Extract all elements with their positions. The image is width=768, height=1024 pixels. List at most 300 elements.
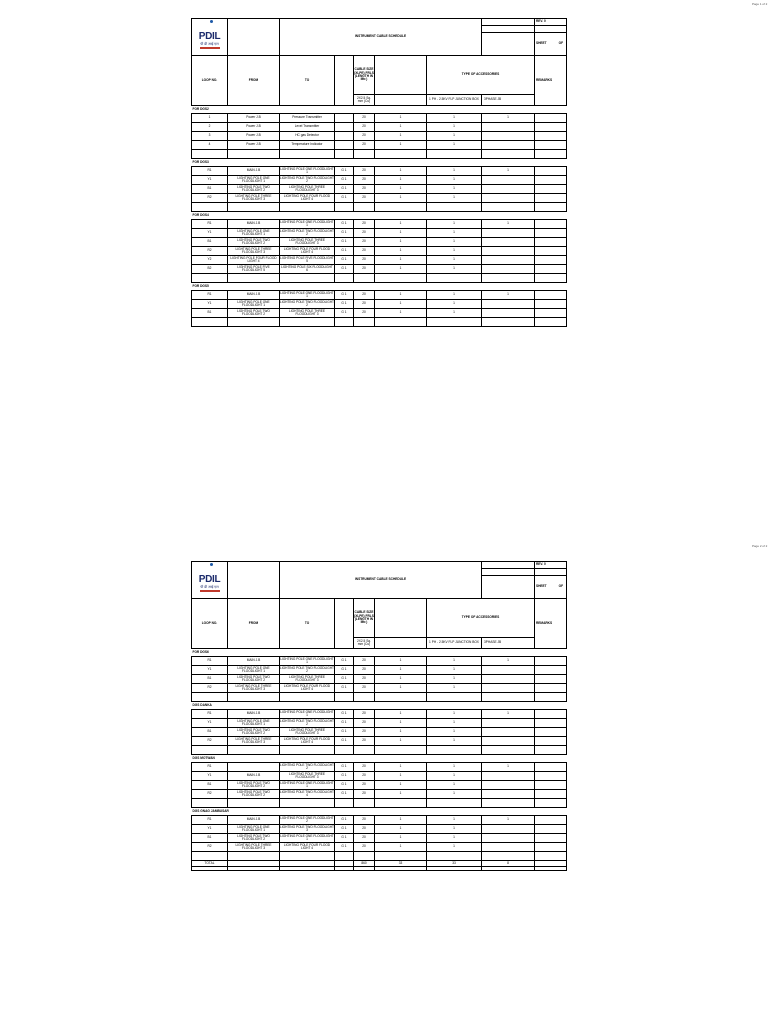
sheet-text: SHEET (536, 584, 547, 589)
qty-a-cell: 1 (375, 825, 427, 834)
table-row (192, 666, 567, 675)
from-cell: Power J.B (228, 132, 280, 141)
section-title: FOR DGS6 (192, 649, 567, 657)
qty-b-cell: 1 (427, 737, 482, 746)
from-cell: LIGHTING POLE ONE FLOODLIGHT 1 (228, 300, 280, 309)
blank-cell (375, 638, 427, 649)
header-remarks: REMARKS (535, 599, 567, 649)
qty-d-cell: 1 (482, 114, 535, 123)
to-cell: LIGHTING POLE THREE FLOODLIGHT 3 (280, 185, 335, 194)
header-rows (192, 19, 567, 106)
from-cell: LIGHTING POLE TWO FLOODLIGHT 2 (228, 675, 280, 684)
circuit-cell (335, 141, 354, 150)
qty-d-cell (482, 684, 535, 693)
qty-b-cell: 1 (427, 834, 482, 843)
qty-d-cell: 1 (482, 710, 535, 719)
remarks-cell (535, 834, 567, 843)
qty-b-cell: 1 (427, 843, 482, 852)
blank-cell (228, 746, 280, 755)
cable-schedule-sheet (191, 561, 566, 871)
from-cell: MAIN J.B (228, 220, 280, 229)
logo-bar-icon (200, 590, 220, 592)
blank-cell (192, 746, 228, 755)
blank-cell (535, 150, 567, 159)
remarks-cell (535, 194, 567, 203)
logo-brand: PDIL (198, 573, 221, 585)
length-cell: 20 (354, 229, 375, 238)
qty-d-cell (482, 300, 535, 309)
qty-b-cell: 1 (427, 763, 482, 772)
qty-d-cell (482, 666, 535, 675)
circuit-cell: G 1 (335, 719, 354, 728)
blank-cell (427, 150, 482, 159)
qty-a-cell: 1 (375, 194, 427, 203)
loop-no: B1 (192, 834, 228, 843)
length-cell: 20 (354, 657, 375, 666)
logo-bar-icon (200, 47, 220, 49)
blank-cell (192, 867, 228, 871)
to-cell: LIGHTING POLE TWO FLOODLIGHT 3 (280, 824, 334, 832)
blank-cell (535, 318, 567, 327)
blank-cell (354, 203, 375, 212)
from-cell: LIGHTING POLE TWO FLOODLIGHT 2 (228, 781, 280, 790)
qty-d-cell: 1 (482, 763, 535, 772)
remarks-cell (535, 710, 567, 719)
from-cell: LIGHTING POLE THREE FLOODLIGHT 3 (228, 247, 280, 256)
remarks-cell (535, 728, 567, 737)
qty-a-cell: 1 (375, 176, 427, 185)
qty-b-cell: 1 (427, 790, 482, 799)
loop-no: Y1 (192, 666, 228, 675)
loop-no: B1 (192, 309, 228, 318)
blank-cell (192, 150, 228, 159)
document-title: INSTRUMENT CABLE SCHEDULE (280, 19, 482, 56)
qty-a-cell: 1 (375, 719, 427, 728)
loop-no: Y1 (192, 300, 228, 309)
length-cell: 20 (354, 737, 375, 746)
qty-a-cell: 1 (375, 132, 427, 141)
qty-b-cell: 1 (427, 114, 482, 123)
blank-cell (280, 203, 335, 212)
remarks-cell (535, 772, 567, 781)
qty-b-cell: 1 (427, 220, 482, 229)
remarks-cell (535, 247, 567, 256)
loop-no: Y1 (192, 772, 228, 781)
to-cell: LIGHTING POLE TWO FLOODLIGHT 2 (280, 228, 334, 236)
length-cell: 20 (354, 719, 375, 728)
blank-cell (335, 746, 354, 755)
qty-b-cell: 1 (427, 256, 482, 265)
blank-cell (375, 274, 427, 283)
document-title: INSTRUMENT CABLE SCHEDULE (280, 562, 482, 599)
table-row (192, 772, 567, 781)
schedule-table (191, 18, 567, 327)
to-cell: LIGHTING POLE THREE FLOODLIGHT 3 (280, 675, 335, 684)
blank-cell (535, 799, 567, 808)
remarks-cell (535, 238, 567, 247)
table-row (192, 194, 567, 203)
blank-cell (427, 693, 482, 702)
blank-cell (354, 274, 375, 283)
logo-dot-icon (210, 563, 213, 566)
schedule-table (191, 561, 567, 871)
blank-cell (335, 693, 354, 702)
loop-no: R1 (192, 220, 228, 229)
table-row (192, 825, 567, 834)
table-row (192, 185, 567, 194)
header-jb-sub: 1 PH - 2.5KV FLP JUNCTION BOX (427, 638, 482, 649)
qty-a-cell: 1 (375, 291, 427, 300)
qty-a-cell: 1 (375, 256, 427, 265)
qty-b-cell: 1 (427, 781, 482, 790)
blank-cell (228, 799, 280, 808)
from-cell: Power J.B (228, 123, 280, 132)
from-cell: LIGHTING POLE THREE FLOODLIGHT 3 (228, 684, 280, 693)
to-cell: LIGHTING POLE ONE FLOODLIGHT 2 (280, 815, 334, 823)
loop-no: B1 (192, 185, 228, 194)
qty-a-cell: 1 (375, 185, 427, 194)
loop-no: R2 (192, 194, 228, 203)
header-type-of-accessories: TYPE OF ACCESSORIES (427, 599, 535, 638)
from-cell: LIGHTING POLE ONE FLOODLIGHT 1 (228, 176, 280, 185)
loop-no: Y1 (192, 176, 228, 185)
qty-a-cell: 1 (375, 763, 427, 772)
circuit-cell: G 1 (335, 238, 354, 247)
to-cell: Pressure Transmitter (280, 114, 335, 123)
length-cell: 20 (354, 114, 375, 123)
circuit-cell: G 1 (335, 816, 354, 825)
circuit-cell: G 1 (335, 825, 354, 834)
blank-cell (375, 599, 427, 638)
blank-cell (482, 19, 535, 26)
table-row (192, 256, 567, 265)
qty-a-cell: 1 (375, 229, 427, 238)
circuit-cell: G 1 (335, 843, 354, 852)
blank-cell (228, 852, 280, 861)
header-remarks: REMARKS (535, 56, 567, 106)
table-row (192, 781, 567, 790)
qty-b-cell: 1 (427, 132, 482, 141)
blank-cell (535, 693, 567, 702)
from-cell: LIGHTING POLE FIVE FLOODLIGHT 5 (228, 265, 280, 274)
blank-cell (482, 852, 535, 861)
header-to: TO (280, 599, 335, 649)
circuit-cell: G 1 (335, 763, 354, 772)
remarks-cell (535, 737, 567, 746)
length-cell: 20 (354, 834, 375, 843)
blank-cell (335, 867, 354, 871)
blank-cell (375, 56, 427, 95)
blank-cell (228, 867, 280, 871)
table-row (192, 816, 567, 825)
qty-b-cell: 1 (427, 719, 482, 728)
length-cell: 20 (354, 167, 375, 176)
qty-a-cell: 1 (375, 300, 427, 309)
total-b: 33 (427, 861, 482, 867)
sheet-label (535, 576, 567, 599)
loop-no: Y1 (192, 825, 228, 834)
blank-cell (335, 150, 354, 159)
qty-b-cell: 1 (427, 300, 482, 309)
qty-b-cell: 1 (427, 825, 482, 834)
to-cell: LIGHTING POLE ONE FLOODLIGHT 1 (280, 833, 334, 841)
table-row (192, 737, 567, 746)
header-from: FROM (228, 56, 280, 106)
blank-cell (335, 852, 354, 861)
loop-no: Y1 (192, 719, 228, 728)
length-cell: 20 (354, 220, 375, 229)
length-cell: 20 (354, 763, 375, 772)
loop-no: B1 (192, 675, 228, 684)
header-rows (192, 562, 567, 649)
to-cell: LIGHTING POLE ONE FLOODLIGHT 1 (280, 709, 334, 717)
qty-b-cell: 1 (427, 229, 482, 238)
loop-no: R2 (192, 790, 228, 799)
blank-cell (354, 318, 375, 327)
length-cell: 20 (354, 843, 375, 852)
qty-a-cell: 1 (375, 309, 427, 318)
qty-a-cell: 1 (375, 657, 427, 666)
from-cell: Power J.B (228, 141, 280, 150)
remarks-cell (535, 675, 567, 684)
blank-cell (354, 150, 375, 159)
circuit-cell (335, 132, 354, 141)
blank-cell (280, 693, 335, 702)
from-cell: LIGHTING POLE FOUR FLOOD LIGHT 4 (228, 256, 280, 265)
table-row (192, 719, 567, 728)
remarks-cell (535, 300, 567, 309)
qty-d-cell (482, 719, 535, 728)
to-cell: LIGHTING POLE ONE FLOODLIGHT 1 (280, 219, 334, 227)
qty-b-cell: 1 (427, 710, 482, 719)
to-cell: LIGHTING POLE TWO FLOODLIGHT 2 (280, 175, 334, 183)
qty-d-cell (482, 185, 535, 194)
to-cell: LIGHTING POLE THREE FLOODLIGHT 3 (280, 309, 335, 318)
to-cell: LIGHTING POLE ONE FLOODLIGHT 1 (280, 656, 334, 664)
table-row (192, 675, 567, 684)
to-cell: LIGHTING POLE FOUR FLOOD LIGHT 4 (280, 247, 335, 256)
to-cell: LIGHTING POLE THREE FLOODLIGHT 3 (280, 772, 335, 781)
qty-a-cell: 1 (375, 781, 427, 790)
qty-a-cell: 1 (375, 247, 427, 256)
remarks-cell (535, 816, 567, 825)
section-title: DGS GNAG JAMBUSAR (192, 808, 567, 816)
from-cell: LIGHTING POLE THREE FLOODLIGHT 3 (228, 194, 280, 203)
from-cell: LIGHTING POLE TWO FLOODLIGHT 2 (228, 309, 280, 318)
blank-cell (354, 867, 375, 871)
blank-cell (192, 318, 228, 327)
to-cell: LIGHTING POLE FOUR FLOOD LIGHT 4 (280, 843, 335, 852)
to-cell: LIGHTING POLE SIX FLOODLIGHT 6 (281, 264, 333, 272)
table-row (192, 167, 567, 176)
blank-cell (375, 318, 427, 327)
table-row (192, 265, 567, 274)
blank-cell (535, 569, 567, 576)
blank-cell (354, 746, 375, 755)
qty-a-cell: 1 (375, 790, 427, 799)
circuit-cell: G 1 (335, 834, 354, 843)
table-row (192, 843, 567, 852)
header-size-sub: 2X2.5 Sq. mm (Cu) (354, 95, 375, 106)
qty-a-cell: 1 (375, 220, 427, 229)
qty-b-cell: 1 (427, 657, 482, 666)
remarks-cell (535, 132, 567, 141)
blank-cell (375, 150, 427, 159)
sheet-label (535, 33, 567, 56)
table-row (192, 238, 567, 247)
length-cell: 20 (354, 710, 375, 719)
table-row (192, 790, 567, 799)
table-row (192, 763, 567, 772)
qty-a-cell: 1 (375, 675, 427, 684)
from-cell: MAIN J.B (228, 167, 280, 176)
loop-no: B1 (192, 238, 228, 247)
length-cell: 20 (354, 666, 375, 675)
blank-cell (535, 867, 567, 871)
loop-no: R1 (192, 657, 228, 666)
to-cell: LIGHTING POLE FOUR FLOOD LIGHT 4 (280, 684, 335, 693)
blank-cell (354, 693, 375, 702)
circuit-cell: G 1 (335, 185, 354, 194)
blank-cell (482, 746, 535, 755)
qty-b-cell: 1 (427, 309, 482, 318)
circuit-cell: G 1 (335, 309, 354, 318)
blank-cell (375, 746, 427, 755)
table-row (192, 291, 567, 300)
qty-d-cell (482, 247, 535, 256)
from-cell: LIGHTING POLE ONE FLOODLIGHT 1 (228, 666, 280, 675)
qty-d-cell (482, 238, 535, 247)
blank-cell (354, 852, 375, 861)
total-length: 860 (354, 861, 375, 867)
length-cell: 20 (354, 790, 375, 799)
from-cell: MAIN J.B (228, 710, 280, 719)
circuit-cell: G 1 (335, 657, 354, 666)
logo-hindi: पी डी आई एल (200, 41, 219, 46)
qty-b-cell: 1 (427, 141, 482, 150)
qty-b-cell: 1 (427, 247, 482, 256)
to-cell: LIGHTING POLE TWO FLOODLIGHT 4 (280, 789, 334, 797)
qty-d-cell (482, 229, 535, 238)
qty-a-cell: 1 (375, 167, 427, 176)
qty-a-cell: 1 (375, 238, 427, 247)
header-loop-no: LOOP NO. (192, 599, 228, 649)
blank-cell (228, 203, 280, 212)
qty-a-cell: 1 (375, 684, 427, 693)
table-row (192, 710, 567, 719)
circuit-cell: G 1 (335, 772, 354, 781)
blank-cell (482, 26, 535, 33)
logo-brand: PDIL (198, 30, 221, 42)
cable-schedule-sheet (191, 18, 566, 327)
qty-a-cell: 1 (375, 114, 427, 123)
qty-b-cell: 1 (427, 772, 482, 781)
from-cell: MAIN J.B (228, 772, 280, 781)
remarks-cell (535, 825, 567, 834)
blank-cell (535, 203, 567, 212)
length-cell: 20 (354, 194, 375, 203)
sheet-text: SHEET (536, 41, 547, 46)
rev-label: REV. 0 (535, 562, 567, 569)
to-cell: LIGHTING POLE TWO FLOODLIGHT 2 (280, 299, 334, 307)
header-cable-size: CABLE SIZE (XLPE) FRLS (LENGTH IN Mtr.) (354, 56, 375, 95)
blank-cell (228, 150, 280, 159)
remarks-cell (535, 141, 567, 150)
remarks-cell (535, 763, 567, 772)
qty-b-cell: 1 (427, 265, 482, 274)
blank-cell (280, 274, 335, 283)
blank-cell (482, 150, 535, 159)
length-cell: 20 (354, 238, 375, 247)
table-row (192, 300, 567, 309)
blank-cell (535, 746, 567, 755)
qty-d-cell (482, 675, 535, 684)
qty-d-cell: 1 (482, 291, 535, 300)
logo (192, 562, 228, 599)
length-cell: 20 (354, 256, 375, 265)
blank-cell (228, 562, 280, 599)
blank-cell (427, 746, 482, 755)
blank-cell (335, 56, 354, 106)
length-cell: 20 (354, 816, 375, 825)
qty-d-cell: 1 (482, 657, 535, 666)
length-cell: 20 (354, 675, 375, 684)
logo-dot-icon (210, 20, 213, 23)
length-cell: 20 (354, 247, 375, 256)
remarks-cell (535, 657, 567, 666)
qty-d-cell: 1 (482, 167, 535, 176)
remarks-cell (535, 291, 567, 300)
qty-b-cell: 1 (427, 291, 482, 300)
qty-b-cell: 1 (427, 684, 482, 693)
loop-no: B1 (192, 728, 228, 737)
remarks-cell (535, 167, 567, 176)
qty-a-cell: 1 (375, 816, 427, 825)
length-cell: 20 (354, 825, 375, 834)
circuit-cell: G 1 (335, 728, 354, 737)
loop-no: Y1 (192, 229, 228, 238)
blank-cell (335, 318, 354, 327)
blank-cell (427, 867, 482, 871)
header-loop-no: LOOP NO. (192, 56, 228, 106)
blank-cell (482, 569, 535, 576)
qty-b-cell: 1 (427, 176, 482, 185)
blank-cell (192, 693, 228, 702)
to-cell: LIGHTING POLE ONE FLOODLIGHT 1 (280, 290, 334, 298)
blank-cell (427, 799, 482, 808)
circuit-cell: G 1 (335, 167, 354, 176)
qty-d-cell (482, 772, 535, 781)
blank-cell (280, 150, 335, 159)
table-row (192, 229, 567, 238)
loop-no: R1 (192, 167, 228, 176)
blank-cell (228, 693, 280, 702)
table-row (192, 657, 567, 666)
to-cell: LIGHTING POLE TWO FLOODLIGHT 2 (280, 718, 334, 726)
qty-a-cell: 1 (375, 834, 427, 843)
length-cell: 20 (354, 132, 375, 141)
length-cell: 20 (354, 176, 375, 185)
from-cell: LIGHTING POLE THREE FLOODLIGHT 3 (228, 843, 280, 852)
to-cell: LIGHTING POLE FIVE FLOODLIGHT 5 (280, 255, 334, 263)
blank-cell (335, 799, 354, 808)
qty-d-cell (482, 737, 535, 746)
blank-cell (482, 318, 535, 327)
blank-cell (280, 867, 335, 871)
qty-b-cell: 1 (427, 666, 482, 675)
of-text: OF (558, 584, 564, 589)
blank-cell (427, 203, 482, 212)
